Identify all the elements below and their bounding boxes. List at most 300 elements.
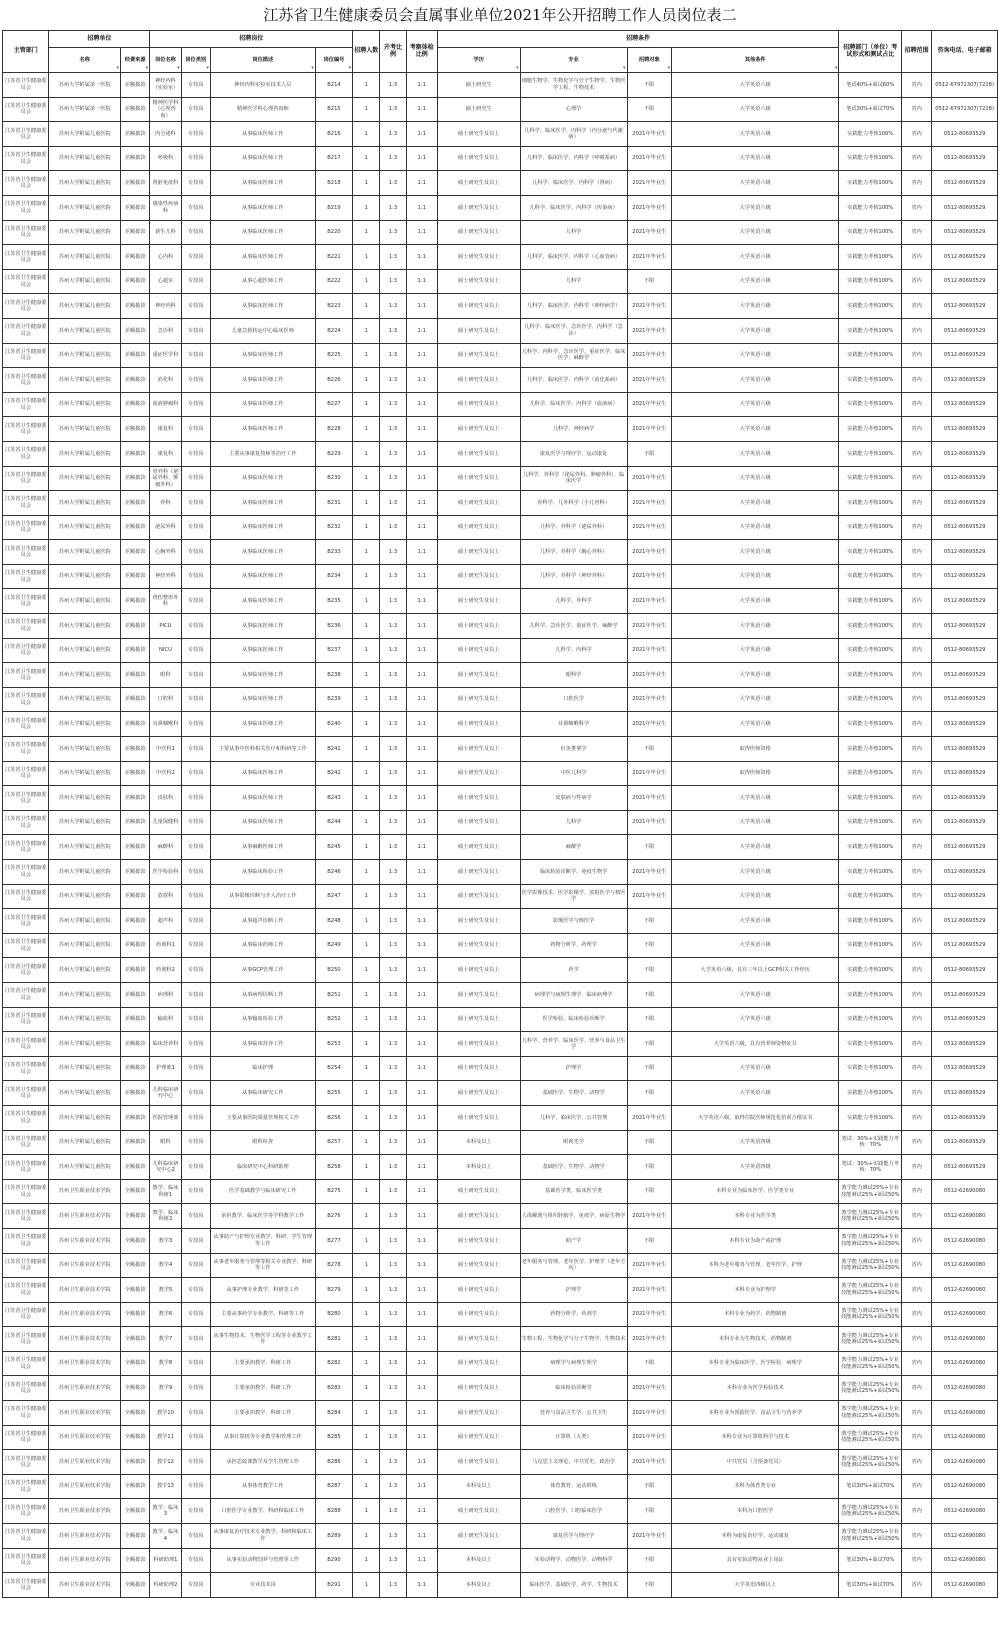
- cell-num: 1: [353, 1327, 380, 1352]
- cell-scope: 省内: [902, 786, 932, 811]
- cell-ratio2: 1:1: [406, 786, 437, 811]
- cell-major: 老年服务与管理、老年医学、护理学（老年方向）: [520, 1253, 627, 1278]
- cell-exam: 实践能力考核100%: [839, 417, 902, 442]
- cell-post-type: 专技岗: [181, 638, 210, 663]
- cell-dept: 江苏省卫生健康委员会: [3, 1007, 49, 1032]
- cell-exam: 实践能力考核100%: [839, 466, 902, 491]
- cell-contact: 0512-62690080: [932, 1450, 998, 1475]
- cell-post-name: 神经内科（实验室）: [150, 73, 181, 98]
- table-row: [3, 835, 998, 860]
- cell-funding: 差额拨款: [121, 491, 150, 516]
- cell-dept: 江苏省卫生健康委员会: [3, 1032, 49, 1057]
- header-exam: 招聘部门（单位）考试形式和测试占比: [839, 31, 902, 73]
- table-row: [3, 1474, 998, 1499]
- cell-dept: 江苏省卫生健康委员会: [3, 638, 49, 663]
- cell-other: 大学英语六级: [671, 515, 839, 540]
- cell-unit: 苏州大学附属儿童医院: [49, 589, 121, 614]
- cell-exam: 教学能力测试25%+专业技能测试25%+面试50%: [839, 1351, 902, 1376]
- cell-major: 实验动物学、动物医学、动物科学: [520, 1548, 627, 1573]
- cell-target: 不限: [627, 1007, 671, 1032]
- cell-num: 1: [353, 638, 380, 663]
- cell-major: 基础医学、生物学、动物学: [520, 1155, 627, 1180]
- cell-other: 大学英语六级: [671, 392, 839, 417]
- cell-post-name: 教学4: [150, 1253, 181, 1278]
- cell-exam: 实践能力考核100%: [839, 564, 902, 589]
- cell-post-desc: 从事老年服务与管理等相关专业教学、科研等工作: [210, 1253, 315, 1278]
- cell-dept: 江苏省卫生健康委员会: [3, 564, 49, 589]
- cell-post-desc: 从事实验动物饲养与管理等工作: [210, 1548, 315, 1573]
- cell-unit: 苏州卫生职业技术学院: [49, 1179, 121, 1204]
- col-major[interactable]: 专业 ▾: [520, 48, 627, 73]
- cell-education: 硕士研究生: [437, 97, 520, 122]
- cell-post-desc: 医学基础教学与临床研究工作: [210, 1179, 315, 1204]
- cell-funding: 全额拨款: [121, 1401, 150, 1426]
- cell-post-code: B218: [315, 171, 352, 196]
- cell-post-type: 专技岗: [181, 1130, 210, 1155]
- cell-post-type: 专技岗: [181, 97, 210, 122]
- cell-funding: 差额拨款: [121, 958, 150, 983]
- table-row: [3, 1056, 998, 1081]
- cell-funding: 差额拨款: [121, 146, 150, 171]
- cell-post-code: B227: [315, 392, 352, 417]
- cell-scope: 省内: [902, 195, 932, 220]
- cell-post-name: 药剂科2: [150, 958, 181, 983]
- cell-target: 不限: [627, 73, 671, 98]
- cell-unit: 苏州卫生职业技术学院: [49, 1351, 121, 1376]
- cell-num: 1: [353, 1032, 380, 1057]
- cell-unit: 苏州卫生职业技术学院: [49, 1302, 121, 1327]
- cell-dept: 江苏省卫生健康委员会: [3, 1204, 49, 1229]
- table-row: [3, 466, 998, 491]
- cell-exam: 实践能力考核100%: [839, 491, 902, 516]
- cell-num: 1: [353, 1007, 380, 1032]
- cell-post-code: B288: [315, 1499, 352, 1524]
- cell-post-code: B291: [315, 1573, 352, 1598]
- cell-scope: 省内: [902, 294, 932, 319]
- table-row: [3, 122, 998, 147]
- cell-unit: 苏州大学附属第一医院: [49, 97, 121, 122]
- col-other[interactable]: 其他条件 ▾: [671, 48, 839, 73]
- cell-num: 1: [353, 122, 380, 147]
- col-post-name[interactable]: 岗位名称 ▾: [150, 48, 181, 73]
- cell-target: 不限: [627, 1499, 671, 1524]
- cell-target: 2021年毕业生: [627, 589, 671, 614]
- cell-post-type: 专技岗: [181, 958, 210, 983]
- cell-target: 2021年毕业生: [627, 687, 671, 712]
- cell-ratio1: 1:3: [380, 1204, 406, 1229]
- cell-major: 眼视光学: [520, 1130, 627, 1155]
- cell-target: 2021年毕业生: [627, 1253, 671, 1278]
- cell-education: 硕士研究生及以上: [437, 1327, 520, 1352]
- cell-target: 2021年毕业生: [627, 343, 671, 368]
- cell-target: 2021年毕业生: [627, 294, 671, 319]
- cell-dept: 江苏省卫生健康委员会: [3, 737, 49, 762]
- cell-dept: 江苏省卫生健康委员会: [3, 146, 49, 171]
- cell-ratio1: 1:3: [380, 933, 406, 958]
- cell-post-type: 专技岗: [181, 810, 210, 835]
- cell-dept: 江苏省卫生健康委员会: [3, 958, 49, 983]
- cell-funding: 差额拨款: [121, 909, 150, 934]
- cell-post-type: 专技岗: [181, 1155, 210, 1180]
- cell-contact: 0512-80693529: [932, 466, 998, 491]
- cell-unit: 苏州大学附属儿童医院: [49, 712, 121, 737]
- col-target[interactable]: 招聘对象 ▾: [627, 48, 671, 73]
- cell-contact: 0512-62690080: [932, 1302, 998, 1327]
- cell-other: 本科专业为医学类: [671, 1204, 839, 1229]
- cell-education: 硕士研究生及以上: [437, 269, 520, 294]
- cell-contact: 0512-62690080: [932, 1425, 998, 1450]
- cell-ratio2: 1:1: [406, 97, 437, 122]
- cell-post-name: 麻醉科: [150, 835, 181, 860]
- cell-post-desc: 从事临床医师工作: [210, 786, 315, 811]
- cell-contact: 0512-67972307(7228): [932, 73, 998, 98]
- cell-ratio1: 1:3: [380, 343, 406, 368]
- col-funding[interactable]: 经费来源 ▾: [121, 48, 150, 73]
- cell-exam: 教学能力测试25%+专业技能测试25%+面试50%: [839, 1278, 902, 1303]
- cell-post-name: 中医科1: [150, 737, 181, 762]
- cell-funding: 差额拨款: [121, 392, 150, 417]
- header-dept: 主管部门: [3, 31, 49, 73]
- cell-scope: 省内: [902, 1278, 932, 1303]
- cell-post-name: NICU: [150, 638, 181, 663]
- cell-unit: 苏州卫生职业技术学院: [49, 1548, 121, 1573]
- cell-ratio2: 1:1: [406, 1179, 437, 1204]
- cell-post-desc: 主要从事中医科相关医疗和科研等工作: [210, 737, 315, 762]
- cell-target: 2021年毕业生: [627, 1302, 671, 1327]
- cell-dept: 江苏省卫生健康委员会: [3, 1253, 49, 1278]
- cell-dept: 江苏省卫生健康委员会: [3, 318, 49, 343]
- cell-education: 硕士研究生及以上: [437, 1499, 520, 1524]
- cell-funding: 全额拨款: [121, 1278, 150, 1303]
- cell-unit: 苏州大学附属儿童医院: [49, 122, 121, 147]
- cell-major: 护理学: [520, 1278, 627, 1303]
- cell-post-name: 感染性疾病科: [150, 195, 181, 220]
- cell-ratio2: 1:1: [406, 1056, 437, 1081]
- cell-contact: 0512-80693529: [932, 1081, 998, 1106]
- cell-funding: 差额拨款: [121, 466, 150, 491]
- cell-funding: 差额拨款: [121, 220, 150, 245]
- cell-target: 2021年毕业生: [627, 638, 671, 663]
- cell-target: 2021年毕业生: [627, 220, 671, 245]
- cell-unit: 苏州大学附属儿童医院: [49, 171, 121, 196]
- cell-ratio2: 1:1: [406, 1524, 437, 1549]
- cell-exam: 实践能力考核100%: [839, 269, 902, 294]
- cell-post-desc: 从事临床医师工作: [210, 195, 315, 220]
- cell-post-desc: 主要从事康复技师等治疗工作: [210, 441, 315, 466]
- cell-post-code: B289: [315, 1524, 352, 1549]
- cell-unit: 苏州大学附属儿童医院: [49, 515, 121, 540]
- cell-other: 大学英语六级: [671, 294, 839, 319]
- cell-education: 本科及以上: [437, 1573, 520, 1598]
- cell-major: 耳鼻咽喉科学: [520, 712, 627, 737]
- cell-post-name: 教学7: [150, 1327, 181, 1352]
- cell-post-code: B243: [315, 786, 352, 811]
- cell-post-code: B278: [315, 1253, 352, 1278]
- cell-contact: 0512-80693529: [932, 810, 998, 835]
- table-row: [3, 958, 998, 983]
- cell-num: 1: [353, 269, 380, 294]
- cell-contact: 0512-80693529: [932, 294, 998, 319]
- cell-exam: 实践能力考核100%: [839, 835, 902, 860]
- cell-education: 硕士研究生及以上: [437, 933, 520, 958]
- cell-education: 硕士研究生及以上: [437, 712, 520, 737]
- cell-other: 本科专业为预防医学、食品卫生与营养学: [671, 1401, 839, 1426]
- cell-target: 2021年毕业生: [627, 884, 671, 909]
- cell-exam: 实践能力考核100%: [839, 245, 902, 270]
- cell-ratio1: 1:3: [380, 1179, 406, 1204]
- cell-exam: 教学能力测试25%+专业技能测试25%+面试50%: [839, 1253, 902, 1278]
- cell-contact: 0512-80693529: [932, 737, 998, 762]
- cell-unit: 苏州大学附属儿童医院: [49, 1155, 121, 1180]
- cell-post-type: 专技岗: [181, 171, 210, 196]
- cell-target: 不限: [627, 835, 671, 860]
- col-education[interactable]: 学历 ▾: [437, 48, 520, 73]
- col-post-desc[interactable]: 岗位描述 ▾: [210, 48, 315, 73]
- cell-post-code: B220: [315, 220, 352, 245]
- cell-post-name: 血液肿瘤科: [150, 392, 181, 417]
- cell-contact: 0512-80693529: [932, 958, 998, 983]
- cell-post-type: 专技岗: [181, 417, 210, 442]
- table-row: [3, 343, 998, 368]
- cell-post-type: 专技岗: [181, 761, 210, 786]
- cell-post-desc: 承担思政课教学及学生管理工作: [210, 1450, 315, 1475]
- cell-post-code: B286: [315, 1450, 352, 1475]
- cell-contact: 0512-80693529: [932, 171, 998, 196]
- cell-post-code: B245: [315, 835, 352, 860]
- cell-funding: 差额拨款: [121, 663, 150, 688]
- cell-scope: 省内: [902, 269, 932, 294]
- table-row: [3, 810, 998, 835]
- cell-funding: 差额拨款: [121, 269, 150, 294]
- cell-education: 硕士研究生及以上: [437, 466, 520, 491]
- cell-target: 2021年毕业生: [627, 417, 671, 442]
- cell-post-name: 呼吸科: [150, 146, 181, 171]
- cell-ratio2: 1:1: [406, 1105, 437, 1130]
- cell-post-desc: 从事麻醉医师工作: [210, 835, 315, 860]
- cell-contact: 0512-80693529: [932, 1007, 998, 1032]
- cell-contact: 0512-62690080: [932, 1474, 998, 1499]
- cell-scope: 省内: [902, 933, 932, 958]
- cell-post-code: B216: [315, 122, 352, 147]
- cell-other: 本科为康复治疗学、运动康复: [671, 1524, 839, 1549]
- cell-unit: 苏州大学附属儿童医院: [49, 909, 121, 934]
- cell-post-type: 专技岗: [181, 589, 210, 614]
- col-post-type[interactable]: 岗位类别 ▾: [181, 48, 210, 73]
- cell-post-type: 专技岗: [181, 1032, 210, 1057]
- cell-target: 2021年毕业生: [627, 540, 671, 565]
- cell-post-code: B234: [315, 564, 352, 589]
- cell-funding: 差额拨款: [121, 417, 150, 442]
- cell-unit: 苏州大学附属儿童医院: [49, 491, 121, 516]
- cell-ratio2: 1:1: [406, 1228, 437, 1253]
- cell-post-code: B229: [315, 441, 352, 466]
- cell-funding: 全额拨款: [121, 1450, 150, 1475]
- cell-ratio1: 1:3: [380, 687, 406, 712]
- cell-post-desc: 从事影像诊断与介入治疗工作: [210, 884, 315, 909]
- cell-exam: 笔试30%+面试70%: [839, 1573, 902, 1598]
- cell-other: 取得医师资格: [671, 737, 839, 762]
- cell-funding: 全额拨款: [121, 1204, 150, 1229]
- cell-other: 大学英语六级: [671, 269, 839, 294]
- cell-num: 1: [353, 1524, 380, 1549]
- table-row: [3, 1155, 998, 1180]
- cell-target: 2021年毕业生: [627, 810, 671, 835]
- cell-post-code: B256: [315, 1105, 352, 1130]
- cell-contact: 0512-62690080: [932, 1524, 998, 1549]
- table-row: [3, 1401, 998, 1426]
- cell-num: 1: [353, 761, 380, 786]
- cell-num: 1: [353, 417, 380, 442]
- cell-post-desc: 从事护理专业教学、科研等工作: [210, 1278, 315, 1303]
- cell-other: 大学英语六级: [671, 195, 839, 220]
- cell-post-type: 专技岗: [181, 368, 210, 393]
- cell-post-desc: 从事临床医师工作: [210, 515, 315, 540]
- cell-target: 2021年毕业生: [627, 195, 671, 220]
- cell-ratio1: 1:3: [380, 1081, 406, 1106]
- cell-scope: 省内: [902, 687, 932, 712]
- cell-post-type: 专技岗: [181, 1474, 210, 1499]
- cell-post-name: 骨外科（泌尿外科、肿瘤外科）: [150, 466, 181, 491]
- cell-contact: 0512-80693529: [932, 564, 998, 589]
- cell-exam: 实践能力考核100%: [839, 786, 902, 811]
- cell-contact: 0512-62690080: [932, 1499, 998, 1524]
- cell-unit: 苏州大学附属儿童医院: [49, 982, 121, 1007]
- cell-other: 大学英语六级: [671, 491, 839, 516]
- cell-education: 硕士研究生及以上: [437, 1007, 520, 1032]
- cell-funding: 差额拨款: [121, 810, 150, 835]
- cell-post-code: B253: [315, 1032, 352, 1057]
- cell-post-code: B281: [315, 1327, 352, 1352]
- cell-post-name: 放射科: [150, 884, 181, 909]
- cell-education: 硕士研究生及以上: [437, 638, 520, 663]
- cell-ratio1: 1:3: [380, 614, 406, 639]
- cell-target: 不限: [627, 933, 671, 958]
- cell-num: 1: [353, 343, 380, 368]
- cell-dept: 江苏省卫生健康委员会: [3, 392, 49, 417]
- cell-post-desc: 主要承担教学、科研工作: [210, 1376, 315, 1401]
- cell-major: 儿科学、临床医学、内科学（呼吸系病）: [520, 146, 627, 171]
- cell-scope: 省内: [902, 1524, 932, 1549]
- table-row: [3, 1573, 998, 1598]
- cell-unit: 苏州卫生职业技术学院: [49, 1278, 121, 1303]
- cell-unit: 苏州大学附属儿童医院: [49, 318, 121, 343]
- table-row: [3, 491, 998, 516]
- cell-major: 护理学: [520, 1056, 627, 1081]
- cell-education: 硕士研究生及以上: [437, 245, 520, 270]
- header-num: 招聘人数: [353, 31, 380, 73]
- cell-post-name: 教学9: [150, 1376, 181, 1401]
- cell-scope: 省内: [902, 1081, 932, 1106]
- cell-post-name: 内分泌科: [150, 122, 181, 147]
- cell-education: 硕士研究生及以上: [437, 343, 520, 368]
- cell-dept: 江苏省卫生健康委员会: [3, 417, 49, 442]
- cell-other: 大学英语六级: [671, 441, 839, 466]
- cell-post-code: B214: [315, 73, 352, 98]
- cell-num: 1: [353, 73, 380, 98]
- cell-other: 本科专业为临床医学、医学检验、病理学: [671, 1351, 839, 1376]
- cell-major: 马克思主义理论、中共党史、政治学: [520, 1450, 627, 1475]
- cell-target: 2021年毕业生: [627, 491, 671, 516]
- cell-scope: 省内: [902, 1056, 932, 1081]
- cell-post-name: 教学11: [150, 1425, 181, 1450]
- cell-ratio1: 1:3: [380, 73, 406, 98]
- cell-ratio2: 1:1: [406, 392, 437, 417]
- cell-ratio1: 1:3: [380, 982, 406, 1007]
- cell-target: 不限: [627, 1179, 671, 1204]
- table-row: [3, 245, 998, 270]
- table-row: [3, 1351, 998, 1376]
- cell-ratio1: 1:3: [380, 860, 406, 885]
- cell-scope: 省内: [902, 638, 932, 663]
- cell-post-type: 专技岗: [181, 1425, 210, 1450]
- cell-unit: 苏州大学附属儿童医院: [49, 146, 121, 171]
- cell-education: 硕士研究生及以上: [437, 195, 520, 220]
- cell-contact: 0512-80693529: [932, 1155, 998, 1180]
- cell-funding: 全额拨款: [121, 1327, 150, 1352]
- cell-ratio2: 1:1: [406, 466, 437, 491]
- cell-post-desc: 承担教学、临床医学等学科教学工作: [210, 1204, 315, 1229]
- cell-post-name: PICU: [150, 614, 181, 639]
- cell-post-name: 教学3: [150, 1228, 181, 1253]
- table-row: [3, 663, 998, 688]
- cell-education: 硕士研究生及以上: [437, 909, 520, 934]
- cell-contact: 0512-62690080: [932, 1401, 998, 1426]
- cell-post-code: B222: [315, 269, 352, 294]
- table-row: [3, 1007, 998, 1032]
- cell-ratio1: 1:3: [380, 909, 406, 934]
- cell-unit: 苏州大学附属儿童医院: [49, 835, 121, 860]
- cell-scope: 省内: [902, 122, 932, 147]
- cell-funding: 差额拨款: [121, 245, 150, 270]
- cell-post-name: 儿科临床研究中心2: [150, 1155, 181, 1180]
- col-post-code[interactable]: 岗位编号 ▾: [315, 48, 352, 73]
- cell-education: 硕士研究生及以上: [437, 171, 520, 196]
- table-row: [3, 368, 998, 393]
- cell-scope: 省内: [902, 441, 932, 466]
- cell-ratio1: 1:3: [380, 564, 406, 589]
- cell-scope: 省内: [902, 737, 932, 762]
- cell-post-desc: 从事临床医师工作: [210, 220, 315, 245]
- cell-dept: 江苏省卫生健康委员会: [3, 122, 49, 147]
- cell-post-name: 输血科: [150, 1007, 181, 1032]
- cell-unit: 苏州大学附属儿童医院: [49, 392, 121, 417]
- table-row: [3, 1425, 998, 1450]
- cell-funding: 差额拨款: [121, 122, 150, 147]
- cell-ratio2: 1:1: [406, 368, 437, 393]
- table-row: [3, 294, 998, 319]
- table-row: [3, 982, 998, 1007]
- cell-post-desc: 主要承担教学、科研工作: [210, 1401, 315, 1426]
- table-row: [3, 1105, 998, 1130]
- cell-unit: 苏州大学附属儿童医院: [49, 564, 121, 589]
- cell-contact: 0512-80693529: [932, 982, 998, 1007]
- cell-major: 医学影像技术、医学影像学、放射医学与核医学: [520, 884, 627, 909]
- cell-education: 硕士研究生及以上: [437, 1204, 520, 1229]
- cell-dept: 江苏省卫生健康委员会: [3, 1425, 49, 1450]
- cell-scope: 省内: [902, 1573, 932, 1598]
- cell-exam: 教学能力测试25%+专业技能测试25%+面试50%: [839, 1179, 902, 1204]
- cell-other: 大学英语六级: [671, 1056, 839, 1081]
- cell-contact: 0512-80693529: [932, 146, 998, 171]
- cell-funding: 差额拨款: [121, 195, 150, 220]
- cell-unit: 苏州大学附属儿童医院: [49, 933, 121, 958]
- cell-funding: 差额拨款: [121, 1081, 150, 1106]
- cell-ratio2: 1:1: [406, 1155, 437, 1180]
- col-unit-name[interactable]: 名称 ▾: [49, 48, 121, 73]
- cell-ratio2: 1:1: [406, 1081, 437, 1106]
- cell-scope: 省内: [902, 1376, 932, 1401]
- cell-post-type: 专技岗: [181, 909, 210, 934]
